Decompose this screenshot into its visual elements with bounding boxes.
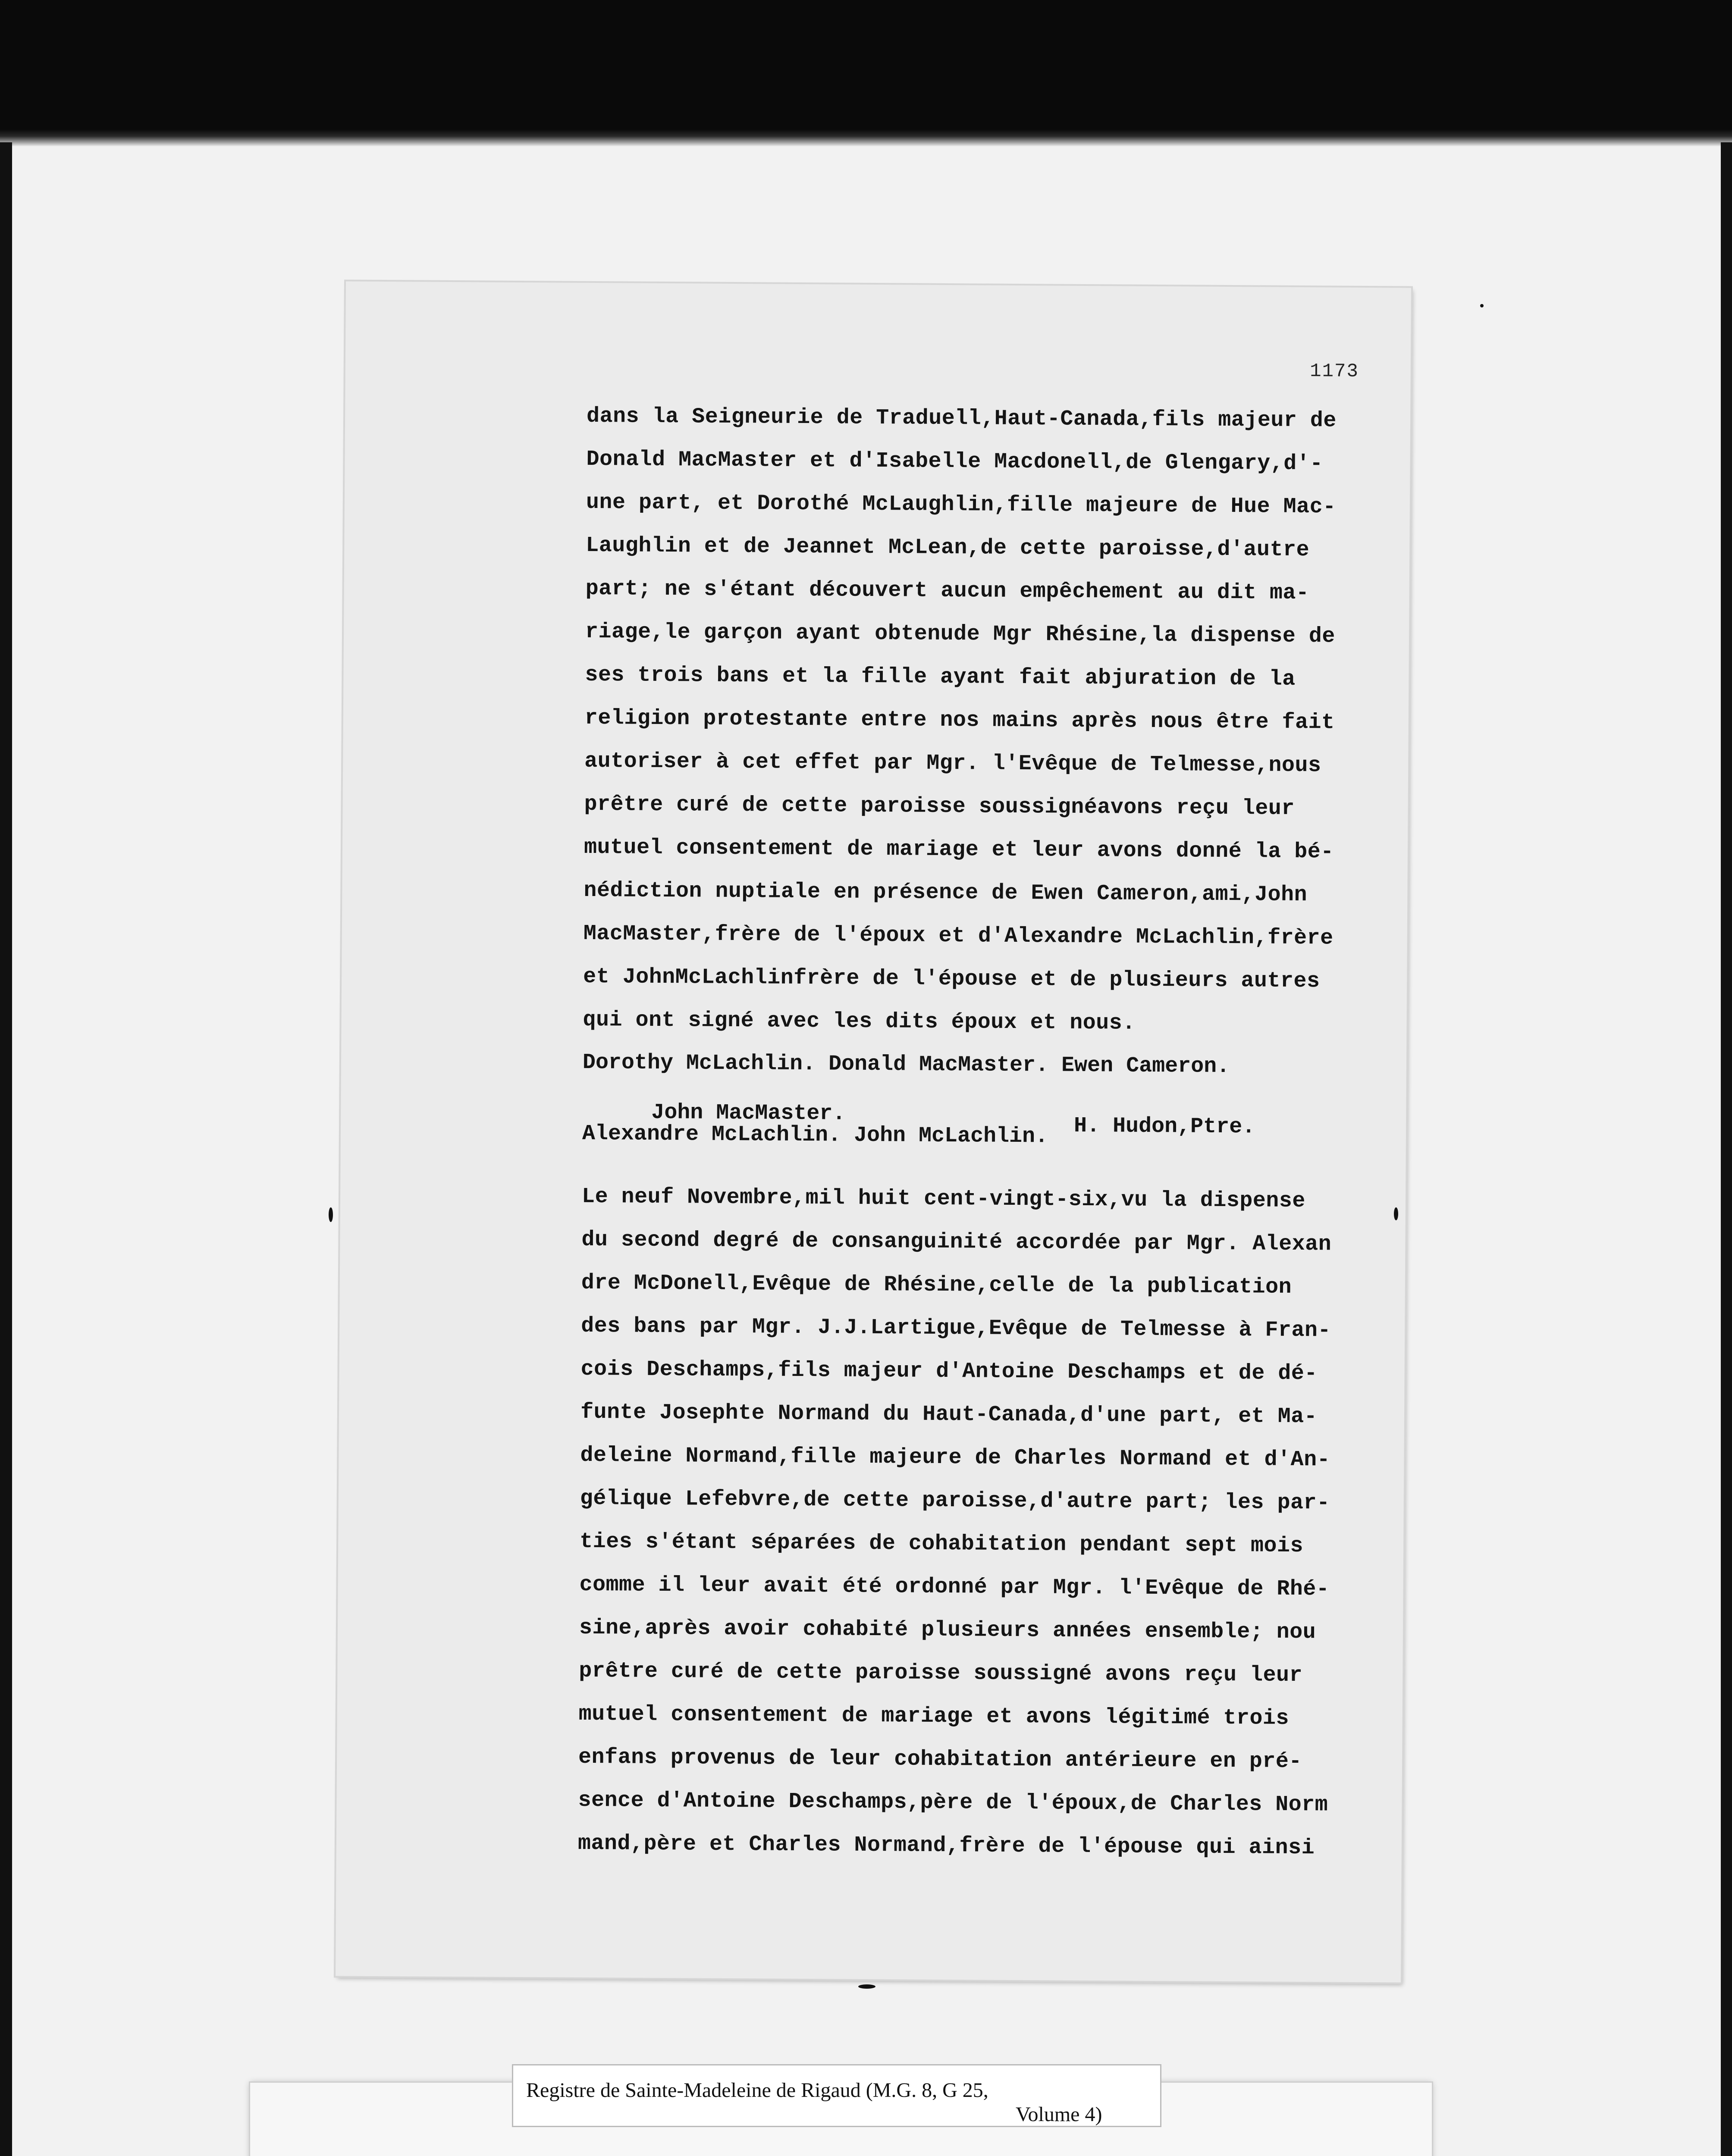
text-line: enfans provenus de leur cohabitation antérieure en pré- [578, 1745, 1302, 1774]
text-line: sence d'Antoine Deschamps,père de l'époux,de Charles Norm [578, 1788, 1328, 1818]
text-line: ses trois bans et la fille ayant fait abjuration de la [585, 662, 1296, 692]
film-speck [1480, 304, 1484, 307]
text-line: mutuel consentement de mariage et leur avons donné la bé- [584, 835, 1334, 865]
text-line: gélique Lefebvre,de cette paroisse,d'autre part; les par- [580, 1486, 1330, 1516]
text-line: deleine Normand,fille majeure de Charles Normand et d'An- [580, 1443, 1330, 1473]
text-line: religion protestante entre nos mains après nous être fait [584, 705, 1335, 735]
signatures-line: Alexandre McLachlin. John McLachlin. [582, 1121, 1048, 1149]
reference-line: Registre de Sainte-Madeleine de Rigaud (M.G. 8, G 25, [526, 2079, 988, 2102]
text-line: mand,père et Charles Normand,frère de l'épouse qui ainsi [577, 1831, 1315, 1861]
text-line: MacMaster,frère de l'époux et d'Alexandre McLachlin,frère [583, 921, 1334, 951]
text-line: cois Deschamps,fils majeur d'Antoine Deschamps et de dé- [580, 1357, 1318, 1386]
text-line: des bans par Mgr. J.J.Lartigue,Evêque de Telmesse à Fran- [581, 1313, 1331, 1343]
text-line: sine,après avoir cohabité plusieurs années ensemble; nou [579, 1615, 1316, 1645]
reference-line: Volume 4) [1016, 2103, 1102, 2126]
film-speck [858, 1984, 875, 1989]
film-speck [329, 1207, 333, 1222]
archive-label-card [250, 2079, 1432, 2156]
signature-john-macmaster: John MacMaster. [651, 1100, 846, 1126]
entry-1-text [583, 395, 1363, 1047]
text-line: qui ont signé avec les dits époux et nous. [583, 1007, 1136, 1036]
folio-number: 1173 [1310, 360, 1359, 382]
film-left-edge [0, 142, 12, 2156]
register-page [336, 281, 1411, 1982]
film-top-edge [0, 129, 1732, 147]
text-line: part; ne s'étant découvert aucun empêchement au dit ma- [585, 576, 1309, 606]
text-line: riage,le garçon ayant obtenude Mgr Rhésine,la dispense de [585, 619, 1335, 649]
text-line: autoriser à cet effet par Mgr. l'Evêque de Telmesse,nous [584, 749, 1321, 778]
text-line: Laughlin et de Jeannet McLean,de cette paroisse,d'autre [586, 533, 1310, 563]
signature-hudon: H. Hudon,Ptre. [1073, 1113, 1255, 1140]
film-right-edge [1721, 142, 1732, 2156]
film-top-band [0, 0, 1732, 142]
text-line: dre McDonell,Evêque de Rhésine,celle de la publication [581, 1270, 1292, 1300]
text-line: mutuel consentement de mariage et avons légitimé trois [578, 1702, 1290, 1731]
text-line: ties s'étant séparées de cohabitation pendant sept mois [580, 1529, 1304, 1559]
text-line: du second degré de consanguinité accordée par Mgr. Alexan [581, 1227, 1332, 1257]
text-line: funte Josephte Normand du Haut-Canada,d'une part, et Ma- [580, 1400, 1318, 1429]
text-line: comme il leur avait été ordonné par Mgr. l'Evêque de Rhé- [579, 1572, 1330, 1602]
text-line: prêtre curé de cette paroisse soussignéavons reçu leur [584, 792, 1295, 821]
text-line: une part, et Dorothé McLaughlin,fille majeure de Hue Mac- [586, 490, 1336, 520]
text-line: dans la Seigneurie de Traduell,Haut-Canada,fils majeur de [586, 404, 1337, 433]
text-line: et JohnMcLachlinfrère de l'épouse et de plusieurs autres [583, 964, 1320, 994]
text-line: prêtre curé de cette paroisse soussigné avons reçu leur [579, 1658, 1303, 1688]
text-line: nédiction nuptiale en présence de Ewen Cameron,ami,John [584, 878, 1308, 908]
entry-2-text [578, 1175, 1359, 1870]
film-speck [1394, 1207, 1398, 1220]
text-line: Donald MacMaster et d'Isabelle Macdonell,de Glengary,d'- [586, 447, 1323, 476]
text-line: Le neuf Novembre,mil huit cent-vingt-six,vu la dispense [581, 1184, 1305, 1214]
signatures-line: Dorothy McLachlin. Donald MacMaster. Ewen Cameron. [582, 1050, 1230, 1079]
reference-slip [513, 2065, 1160, 2126]
